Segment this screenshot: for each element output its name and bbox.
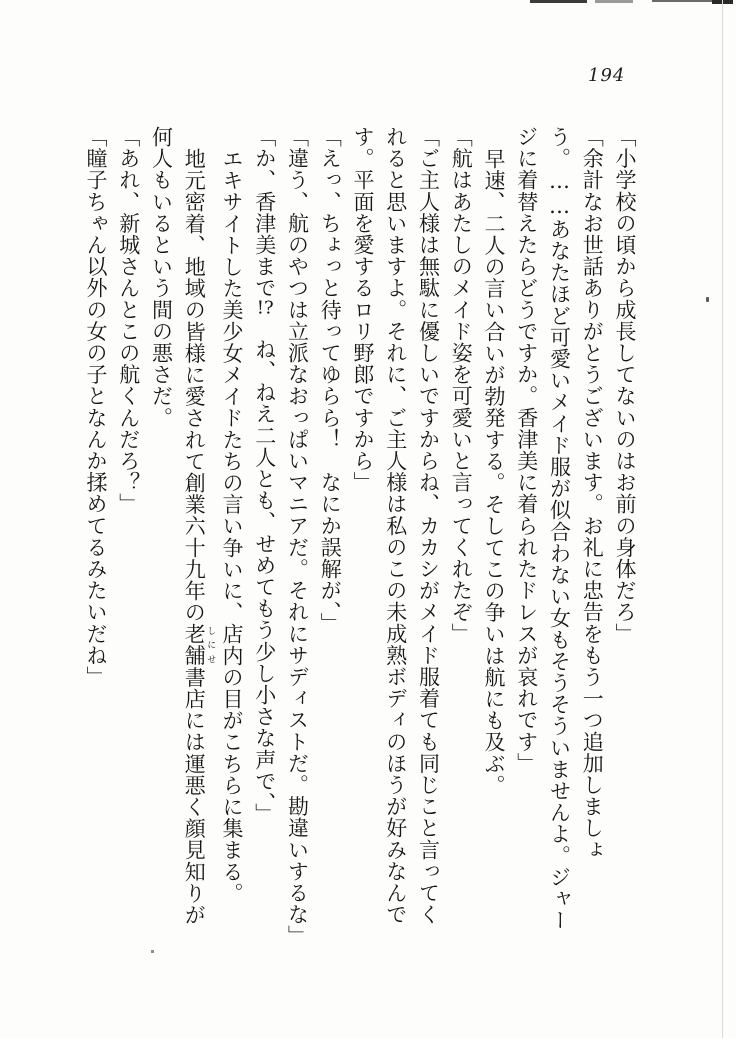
paragraph-dialogue: 「小学校の頃から成長してないのはお前の身体だろ」 (613, 126, 637, 645)
page-number: 194 (588, 65, 626, 86)
paragraph-dialogue: 「違う、航のやつは立派なおっぱいマニアだ。それにサディストだ。勘違いするな」 (285, 126, 310, 947)
paragraph-narration: 地元密着、地域の皆様に愛されて創業六十九年の老舗 しにせ書店には運悪く顔見知りが何人もいるという間の悪さだ。 (149, 126, 216, 926)
tate-chu-yoko: !? (256, 298, 274, 317)
paragraph-dialogue: 「えっ、ちょっと待ってゆらら！ なにか誤解が、」 (318, 126, 343, 634)
novel-text-block (79, 126, 641, 946)
paragraph-dialogue: 「余計なお世話ありがとうございます。お礼に忠告をもう一つ追加しましょう。……あなたほど可愛いメイド服が似合わない女もそうそういませんよ。ジャージに着替えたらどうですか。香津美に着られたドレスが哀れです」 (514, 126, 605, 932)
paragraph-dialogue: 「航はあたしのメイド姿を可愛いと言ってくれたぞ」 (449, 126, 474, 645)
paragraph-narration: 早速、二人の言い合いが勃発する。そしてこの争いは航にも及ぶ。 (482, 148, 506, 796)
paragraph-dialogue: 「か、香津美まで!? ね、ねえ二人とも、せめてもう少し小さな声で、」 (252, 126, 277, 825)
paragraph-dialogue: 「あれ、新城さんとこの航くんだろ？」 (116, 126, 141, 515)
paragraph-dialogue: 「瞳子ちゃん以外の女の子となんか揉めてるみたいだね」 (84, 126, 108, 688)
scan-speck (706, 297, 709, 302)
paragraph-narration: エキサイトした美少女メイドたちの言い争いに、店内の目がこちらに集まる。 (220, 148, 244, 904)
ruby-furigana: 老舗 しにせ (182, 623, 216, 667)
paragraph-dialogue: 「ご主人様は無駄に優しいですからね、カカシがメイド服着ても同じこと言ってくれると思いますよ。それに、ご主人様は私のこの未成熟ボディのほうが好みなんです。平面を愛するロリ野郎ですから」 (351, 126, 441, 926)
scan-artifact-top-mark (530, 0, 587, 3)
scan-artifact-top-mark (595, 0, 633, 3)
scan-artifact-top-mark (652, 0, 713, 2)
scan-gutter-line (722, 0, 723, 1038)
scan-speck (151, 950, 154, 953)
